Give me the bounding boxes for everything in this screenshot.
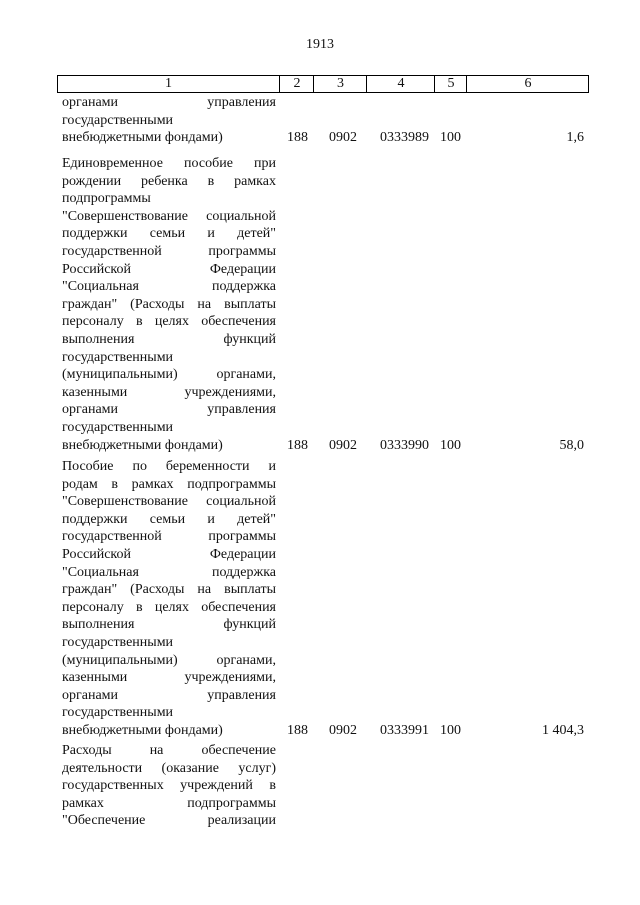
row-description bbox=[62, 458, 276, 740]
desc-line: органами управления bbox=[62, 687, 276, 703]
desc-line: государственными bbox=[62, 112, 174, 128]
desc-line: поддержки семьи и детей" bbox=[62, 226, 276, 242]
cell-col-5: 100 bbox=[440, 438, 461, 453]
desc-line: граждан" (Расходы на выплаты bbox=[62, 296, 276, 312]
desc-line: персоналу в целях обеспечения bbox=[62, 314, 276, 330]
desc-line: государственными bbox=[62, 634, 174, 650]
desc-line: рамках подпрограммы bbox=[62, 795, 276, 811]
cell-col-3: 0902 bbox=[329, 130, 357, 145]
cell-col-4: 0333991 bbox=[380, 723, 429, 738]
header-col-2: 2 bbox=[279, 76, 314, 92]
desc-line: государственной программы bbox=[62, 243, 276, 259]
desc-line: "Совершенствование социальной bbox=[62, 494, 276, 510]
desc-line: Российской Федерации bbox=[62, 261, 276, 277]
header-col-4: 4 bbox=[366, 76, 435, 92]
desc-line: "Социальная поддержка bbox=[62, 564, 276, 580]
desc-line: казенными учреждениями, bbox=[62, 670, 276, 686]
desc-line: внебюджетными фондами) bbox=[62, 722, 223, 738]
desc-line: казенными учреждениями, bbox=[62, 384, 276, 400]
desc-line: государственными bbox=[62, 419, 174, 435]
cell-col-2: 188 bbox=[287, 130, 308, 145]
desc-line: "Совершенствование социальной bbox=[62, 208, 276, 224]
header-col-3: 3 bbox=[313, 76, 367, 92]
cell-col-2: 188 bbox=[287, 723, 308, 738]
row-description bbox=[62, 155, 276, 454]
desc-line: выполнения функций bbox=[62, 331, 276, 347]
cell-col-3: 0902 bbox=[329, 723, 357, 738]
desc-line: граждан" (Расходы на выплаты bbox=[62, 582, 276, 598]
desc-line: подпрограммы bbox=[62, 191, 151, 207]
desc-line: деятельности (оказание услуг) bbox=[62, 760, 276, 776]
desc-line: внебюджетными фондами) bbox=[62, 130, 223, 146]
desc-line: поддержки семьи и детей" bbox=[62, 511, 276, 527]
desc-line: "Обеспечение реализации bbox=[62, 813, 276, 829]
desc-line: (муниципальными) органами, bbox=[62, 367, 276, 383]
desc-line: государственными bbox=[62, 705, 174, 721]
desc-line: рождении ребенка в рамках bbox=[62, 173, 276, 189]
cell-col-4: 0333990 bbox=[380, 438, 429, 453]
row-description bbox=[62, 94, 276, 147]
cell-col-6: 58,0 bbox=[559, 438, 584, 453]
desc-line: государственной программы bbox=[62, 529, 276, 545]
desc-line: Единовременное пособие при bbox=[62, 156, 276, 171]
cell-col-2: 188 bbox=[287, 438, 308, 453]
desc-line: родам в рамках подпрограммы bbox=[62, 476, 276, 492]
desc-line: государственными bbox=[62, 349, 174, 365]
table-header bbox=[57, 75, 589, 93]
desc-line: Российской Федерации bbox=[62, 546, 276, 562]
desc-line: Расходы на обеспечение bbox=[62, 743, 276, 758]
header-col-1: 1 bbox=[165, 76, 172, 91]
desc-line: персоналу в целях обеспечения bbox=[62, 599, 276, 615]
desc-line: выполнения функций bbox=[62, 617, 276, 633]
desc-line: (муниципальными) органами, bbox=[62, 652, 276, 668]
desc-line: органами управления bbox=[62, 402, 276, 418]
cell-col-6: 1 404,3 bbox=[542, 723, 584, 738]
desc-line: государственных учреждений в bbox=[62, 778, 276, 794]
row-description bbox=[62, 742, 276, 830]
desc-line: органами управления bbox=[62, 95, 276, 110]
page-number: 1913 bbox=[306, 37, 334, 52]
header-col-6: 6 bbox=[466, 76, 589, 92]
desc-line: внебюджетными фондами) bbox=[62, 437, 223, 453]
cell-col-5: 100 bbox=[440, 723, 461, 738]
cell-col-3: 0902 bbox=[329, 438, 357, 453]
header-col-5: 5 bbox=[434, 76, 467, 92]
cell-col-6: 1,6 bbox=[566, 130, 584, 145]
cell-col-4: 0333989 bbox=[380, 130, 429, 145]
desc-line: "Социальная поддержка bbox=[62, 279, 276, 295]
cell-col-5: 100 bbox=[440, 130, 461, 145]
desc-line: Пособие по беременности и bbox=[62, 459, 276, 474]
